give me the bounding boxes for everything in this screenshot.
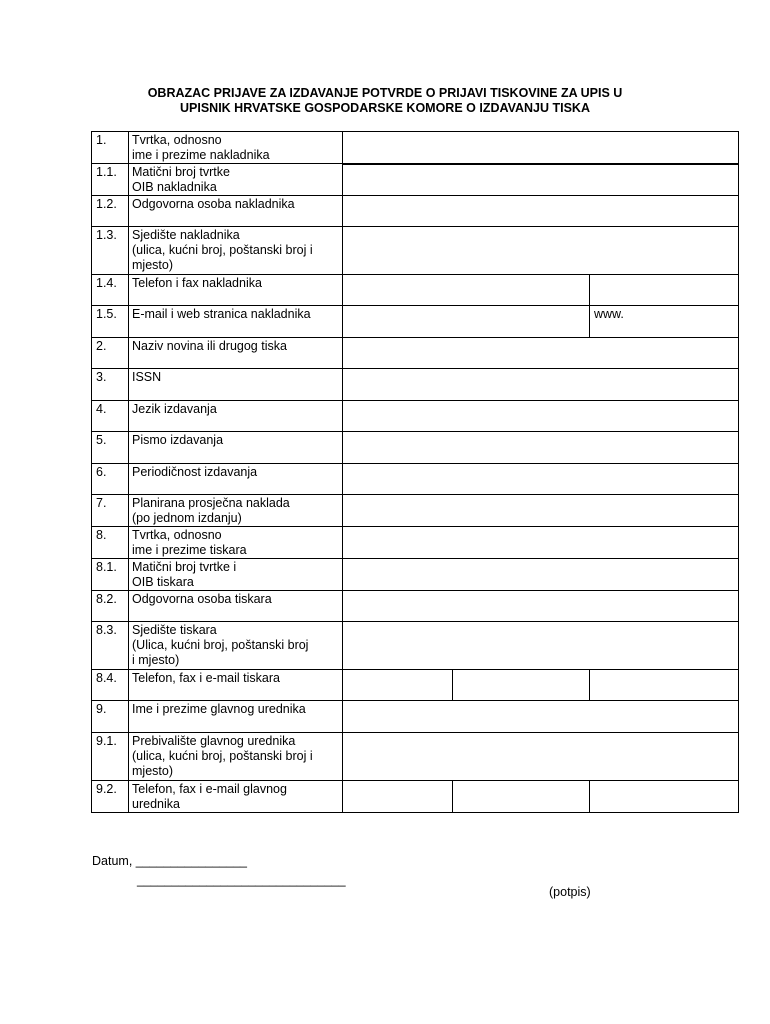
row-label: ISSN [129,369,343,401]
editor-address-field[interactable] [343,733,739,781]
signature-label: (potpis) [549,885,591,899]
form-title-line-1: OBRAZAC PRIJAVE ZA IZDAVANJE POTVRDE O PRIJAVI TISKOVINE ZA UPIS U [147,86,623,100]
table-row [92,495,739,527]
row-number: 8.3. [92,622,129,670]
date-line[interactable]: Datum, ________________ [92,854,247,868]
row-label: Odgovorna osoba tiskara [129,591,343,622]
table-row [92,701,739,733]
row-label: Sjedište nakladnika (ulica, kućni broj, poštanski broj i mjesto) [129,227,343,275]
publisher-registration-number-field[interactable] [343,164,738,165]
row-number: 8. [92,527,129,559]
signature-line[interactable]: ______________________________ [137,873,346,887]
table-row [92,559,739,591]
publisher-website-field[interactable]: www. [590,306,739,338]
script-field[interactable] [343,432,739,464]
row-number: 1. [92,132,129,164]
row-number: 1.3. [92,227,129,275]
publisher-email-field[interactable] [343,306,590,338]
form-title-line-2: UPISNIK HRVATSKE GOSPODARSKE KOMORE O IZDAVANJU TISKA [180,101,590,115]
row-label: Telefon, fax i e-mail glavnog urednika [129,781,343,813]
application-form-table [91,131,739,813]
row-label: Telefon, fax i e-mail tiskara [129,670,343,701]
printer-email-field[interactable] [590,670,739,701]
row-label: Ime i prezime glavnog urednika [129,701,343,733]
row-number: 4. [92,401,129,432]
publication-name-field[interactable] [343,338,739,369]
editor-phone-field[interactable] [343,781,453,813]
row-label: Tvrtka, odnosno ime i prezime nakladnika [129,132,343,164]
row-label: Matični broj tvrtke i OIB tiskara [129,559,343,591]
table-row [92,369,739,401]
table-row [92,196,739,227]
row-label: Periodičnost izdavanja [129,464,343,495]
editor-name-field[interactable] [343,701,739,733]
publisher-address-field[interactable] [343,227,739,275]
periodicity-field[interactable] [343,464,739,495]
printer-fax-field[interactable] [453,670,590,701]
row-number: 9.2. [92,781,129,813]
row-number: 7. [92,495,129,527]
table-row [92,401,739,432]
circulation-field[interactable] [343,495,739,527]
row-number: 2. [92,338,129,369]
table-row [92,591,739,622]
table-row [92,338,739,369]
printer-name-field[interactable] [343,527,739,559]
row-number: 5. [92,432,129,464]
table-row [92,464,739,495]
table-row [92,306,739,338]
publisher-phone-field[interactable] [343,275,590,306]
row-label: Telefon i fax nakladnika [129,275,343,306]
row-number: 8.4. [92,670,129,701]
row-number: 9.1. [92,733,129,781]
row-label: Prebivalište glavnog urednika (ulica, kućni broj, poštanski broj i mjesto) [129,733,343,781]
row-label: Tvrtka, odnosno ime i prezime tiskara [129,527,343,559]
table-row [92,622,739,670]
table-row [92,781,739,813]
table-row [92,132,739,164]
table-row [92,733,739,781]
printer-responsible-person-field[interactable] [343,591,739,622]
printer-address-field[interactable] [343,622,739,670]
table-row [92,275,739,306]
editor-fax-field[interactable] [453,781,590,813]
row-label: Naziv novina ili drugog tiska [129,338,343,369]
publisher-name-field[interactable] [343,132,739,164]
issn-field[interactable] [343,369,739,401]
table-row [92,164,739,196]
row-label: Planirana prosječna naklada (po jednom izdanju) [129,495,343,527]
row-number: 6. [92,464,129,495]
language-field[interactable] [343,401,739,432]
row-label: E-mail i web stranica nakladnika [129,306,343,338]
table-row [92,670,739,701]
printer-id-field[interactable] [343,559,739,591]
row-label: Sjedište tiskara (Ulica, kućni broj, poštanski broj i mjesto) [129,622,343,670]
publisher-fax-field[interactable] [590,275,739,306]
publisher-responsible-person-field[interactable] [343,196,739,227]
row-number: 8.1. [92,559,129,591]
printer-phone-field[interactable] [343,670,453,701]
row-label: Odgovorna osoba nakladnika [129,196,343,227]
row-number: 1.5. [92,306,129,338]
row-number: 8.2. [92,591,129,622]
row-number: 1.1. [92,164,129,196]
row-number: 1.4. [92,275,129,306]
row-number: 1.2. [92,196,129,227]
row-number: 3. [92,369,129,401]
editor-email-field[interactable] [590,781,739,813]
row-number: 9. [92,701,129,733]
row-label: Pismo izdavanja [129,432,343,464]
row-label: Jezik izdavanja [129,401,343,432]
table-row [92,432,739,464]
form-title [80,86,690,116]
publisher-id-cell [343,164,739,196]
table-row [92,227,739,275]
row-label: Matični broj tvrtke OIB nakladnika [129,164,343,196]
table-row [92,527,739,559]
